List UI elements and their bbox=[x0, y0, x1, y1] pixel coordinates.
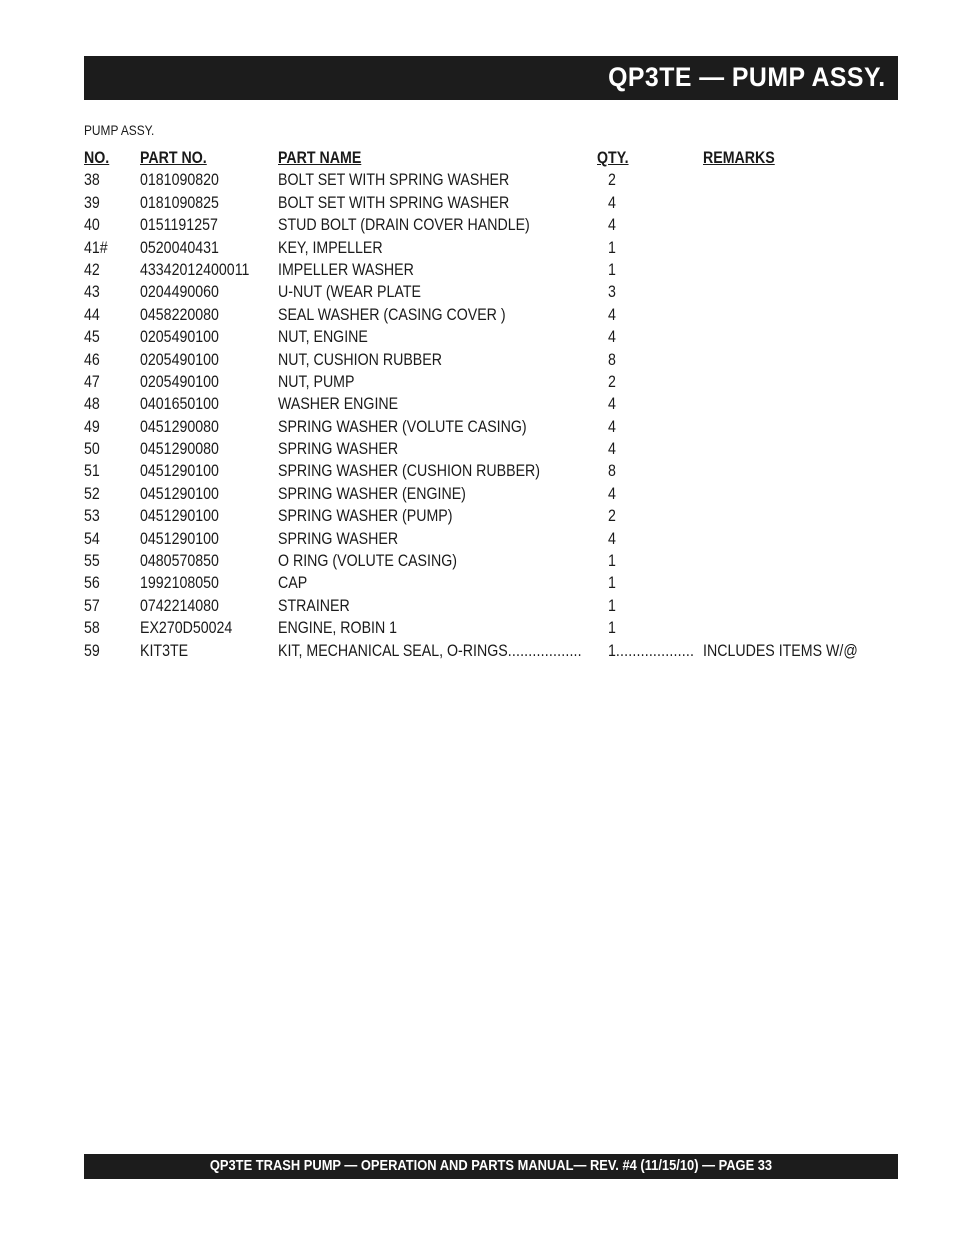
cell-qty: 2 bbox=[608, 171, 616, 190]
cell-part-no: 0181090820 bbox=[140, 171, 219, 190]
cell-part-no: 0401650100 bbox=[140, 395, 219, 414]
cell-qty: 4 bbox=[608, 328, 616, 347]
cell-part-name-text: KIT, MECHANICAL SEAL, O-RINGS bbox=[278, 641, 508, 660]
cell-part-name: SPRING WASHER bbox=[278, 440, 399, 459]
cell-qty: 1 bbox=[608, 596, 616, 615]
cell-part-name: NUT, PUMP bbox=[278, 372, 355, 391]
cell-part-name: CAP bbox=[278, 574, 308, 593]
table-row bbox=[84, 304, 884, 326]
cell-qty: 4 bbox=[608, 529, 616, 548]
table-row bbox=[84, 326, 884, 348]
cell-part-name: ENGINE, ROBIN 1 bbox=[278, 619, 398, 638]
cell-part-no: 0181090825 bbox=[140, 193, 219, 212]
table-header-row bbox=[84, 147, 884, 169]
table-row bbox=[84, 460, 884, 482]
column-header-part-no: PART NO. bbox=[140, 149, 207, 167]
leader-dots: .................. bbox=[507, 641, 582, 660]
cell-part-name: SEAL WASHER (CASING COVER ) bbox=[278, 305, 506, 324]
cell-no: 43 bbox=[84, 283, 100, 302]
table-row bbox=[84, 393, 884, 415]
cell-no: 44 bbox=[84, 305, 100, 324]
cell-no: 39 bbox=[84, 193, 100, 212]
cell-qty: 8 bbox=[608, 350, 616, 369]
column-header-no: NO. bbox=[84, 149, 110, 167]
cell-qty: 4 bbox=[608, 417, 616, 436]
parts-table bbox=[84, 147, 884, 662]
table-row bbox=[84, 259, 884, 281]
cell-qty: 1 bbox=[608, 238, 616, 257]
cell-qty: 1 bbox=[608, 260, 616, 279]
cell-remarks: INCLUDES ITEMS W/@ bbox=[703, 641, 858, 660]
cell-qty: 3 bbox=[608, 283, 616, 302]
cell-part-name: BOLT SET WITH SPRING WASHER bbox=[278, 171, 510, 190]
cell-no: 58 bbox=[84, 619, 100, 638]
leader-dots: ................... bbox=[615, 641, 695, 660]
cell-no: 49 bbox=[84, 417, 100, 436]
page-footer-bar bbox=[84, 1154, 898, 1179]
table-row bbox=[84, 550, 884, 572]
cell-qty: 4 bbox=[608, 193, 616, 212]
cell-qty: 2 bbox=[608, 507, 616, 526]
table-row bbox=[84, 572, 884, 594]
cell-part-name: BOLT SET WITH SPRING WASHER bbox=[278, 193, 510, 212]
cell-part-name: STRAINER bbox=[278, 596, 350, 615]
cell-no: 38 bbox=[84, 171, 100, 190]
cell-part-no: 0151191257 bbox=[140, 216, 218, 235]
cell-part-name: STUD BOLT (DRAIN COVER HANDLE) bbox=[278, 216, 530, 235]
cell-part-name: SPRING WASHER (ENGINE) bbox=[278, 484, 466, 503]
table-row bbox=[84, 371, 884, 393]
cell-part-no: 0742214080 bbox=[140, 596, 219, 615]
cell-part-no: 0480570850 bbox=[140, 552, 219, 571]
cell-no: 52 bbox=[84, 484, 100, 503]
cell-part-name: O RING (VOLUTE CASING) bbox=[278, 552, 457, 571]
cell-part-no: 0451290100 bbox=[140, 507, 219, 526]
table-row bbox=[84, 617, 884, 639]
cell-part-no: EX270D50024 bbox=[140, 619, 233, 638]
cell-part-name: U-NUT (WEAR PLATE bbox=[278, 283, 421, 302]
cell-part-no: KIT3TE bbox=[140, 641, 189, 660]
column-header-part-name: PART NAME bbox=[278, 149, 362, 167]
table-row bbox=[84, 169, 884, 191]
cell-no: 53 bbox=[84, 507, 100, 526]
cell-no: 42 bbox=[84, 260, 100, 279]
table-row bbox=[84, 640, 884, 662]
cell-no: 54 bbox=[84, 529, 100, 548]
cell-no: 41# bbox=[84, 238, 108, 257]
cell-part-no: 0451290100 bbox=[140, 462, 219, 481]
cell-no: 57 bbox=[84, 596, 100, 615]
cell-part-name: SPRING WASHER (VOLUTE CASING) bbox=[278, 417, 527, 436]
cell-no: 59 bbox=[84, 641, 100, 660]
cell-part-no: 0205490100 bbox=[140, 328, 219, 347]
cell-qty: 4 bbox=[608, 484, 616, 503]
cell-part-no: 0204490060 bbox=[140, 283, 219, 302]
cell-part-no: 0458220080 bbox=[140, 305, 219, 324]
cell-qty: 2 bbox=[608, 372, 616, 391]
cell-part-no: 0205490100 bbox=[140, 372, 219, 391]
cell-part-name: NUT, ENGINE bbox=[278, 328, 368, 347]
table-row bbox=[84, 483, 884, 505]
cell-part-no: 43342012400011 bbox=[140, 260, 250, 279]
cell-part-no: 0451290100 bbox=[140, 484, 219, 503]
cell-qty-text: 1 bbox=[608, 641, 616, 660]
table-row bbox=[84, 349, 884, 371]
cell-no: 40 bbox=[84, 216, 100, 235]
cell-no: 56 bbox=[84, 574, 100, 593]
cell-part-name: WASHER ENGINE bbox=[278, 395, 399, 414]
cell-part-name: SPRING WASHER bbox=[278, 529, 399, 548]
page-title: QP3TE — PUMP ASSY. bbox=[608, 62, 886, 92]
section-label: PUMP ASSY. bbox=[84, 122, 155, 138]
cell-qty: 8 bbox=[608, 462, 616, 481]
cell-no: 46 bbox=[84, 350, 100, 369]
cell-part-name: IMPELLER WASHER bbox=[278, 260, 414, 279]
table-row bbox=[84, 528, 884, 550]
column-header-qty: QTY. bbox=[597, 149, 629, 167]
cell-no: 48 bbox=[84, 395, 100, 414]
cell-qty bbox=[608, 640, 694, 662]
cell-no: 51 bbox=[84, 462, 100, 481]
table-row bbox=[84, 505, 884, 527]
table-row bbox=[84, 214, 884, 236]
cell-part-no: 0451290080 bbox=[140, 417, 219, 436]
table-row bbox=[84, 281, 884, 303]
cell-qty: 1 bbox=[608, 552, 616, 571]
cell-part-no: 0205490100 bbox=[140, 350, 219, 369]
cell-no: 50 bbox=[84, 440, 100, 459]
cell-qty: 1 bbox=[608, 619, 616, 638]
cell-part-no: 0451290080 bbox=[140, 440, 219, 459]
cell-no: 47 bbox=[84, 372, 100, 391]
cell-part-name: KEY, IMPELLER bbox=[278, 238, 383, 257]
cell-no: 55 bbox=[84, 552, 100, 571]
cell-no: 45 bbox=[84, 328, 100, 347]
cell-part-no: 0520040431 bbox=[140, 238, 219, 257]
table-row bbox=[84, 192, 884, 214]
cell-qty: 4 bbox=[608, 395, 616, 414]
table-row bbox=[84, 438, 884, 460]
table-row bbox=[84, 595, 884, 617]
cell-part-no: 1992108050 bbox=[140, 574, 219, 593]
cell-part-name: SPRING WASHER (CUSHION RUBBER) bbox=[278, 462, 541, 481]
cell-qty: 1 bbox=[608, 574, 616, 593]
cell-part-name: NUT, CUSHION RUBBER bbox=[278, 350, 442, 369]
cell-part-name bbox=[278, 640, 582, 662]
cell-qty: 4 bbox=[608, 216, 616, 235]
footer-text: QP3TE TRASH PUMP — OPERATION AND PARTS MANUAL— REV. #4 (11/15/10) — PAGE 33 bbox=[209, 1157, 773, 1174]
table-row bbox=[84, 416, 884, 438]
cell-part-name: SPRING WASHER (PUMP) bbox=[278, 507, 453, 526]
cell-part-no: 0451290100 bbox=[140, 529, 219, 548]
column-header-remarks: REMARKS bbox=[703, 149, 775, 167]
cell-qty: 4 bbox=[608, 305, 616, 324]
table-row bbox=[84, 237, 884, 259]
cell-qty: 4 bbox=[608, 440, 616, 459]
page-header-bar bbox=[84, 56, 898, 100]
